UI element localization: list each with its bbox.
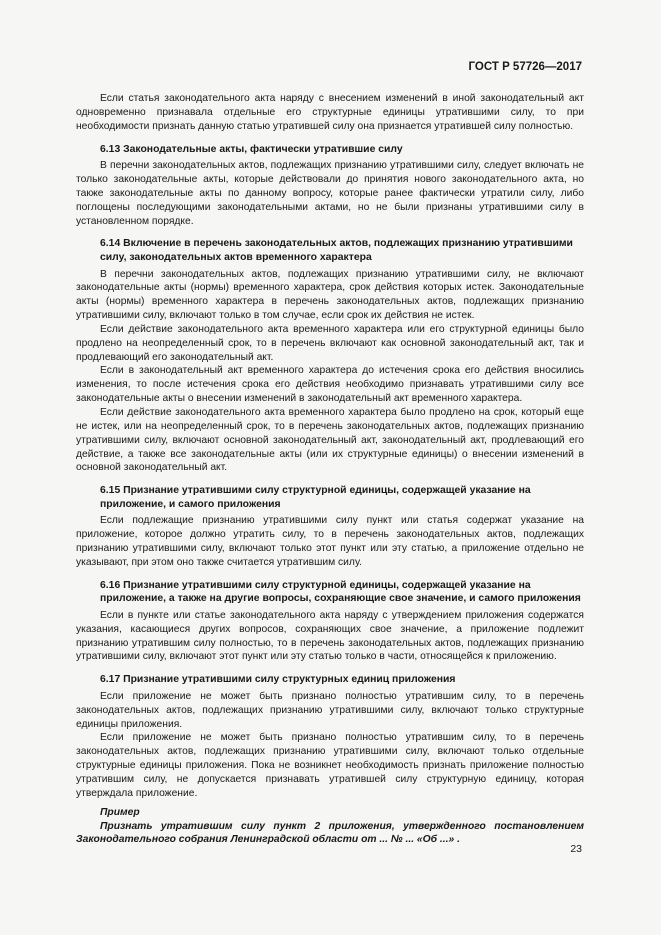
- section-6-14-paragraph: Если в законодательный акт временного характера до истечения срока его действия вносились изменения, то после истечения срока его действия необходимо признавать утратившими силу все законодательные акты о внесении изменений в законодательный акт временного характера.: [76, 365, 584, 405]
- example-text: Признать утратившим силу пункт 2 приложения, утвержденного постановлением Законодательного собрания Ленинградской области от ... № ... «Об ...» .: [76, 820, 584, 846]
- section-heading-6-15: 6.15 Признание утратившими силу структурной единицы, содержащей указание на приложение, и самого приложения: [100, 485, 531, 510]
- intro-paragraph: Если статья законодательного акта наряду с внесением изменений в иной законодательный акт одновременно признавала отдельные его структурные единицы утратившими силу, то при необходимости признать данную статью утратившей силу она признается утратившей силу полностью.: [76, 93, 584, 132]
- page-number: 23: [570, 843, 582, 855]
- section-heading-6-16: 6.16 Признание утратившими силу структурной единицы, содержащей указание на приложение, а также на другие вопросы, сохраняющие свое значение, и самого приложения: [100, 579, 581, 605]
- section-6-17-paragraph: Если приложение не может быть признано полностью утратившим силу, то в перечень законодательных актов, подлежащих признанию утратившими силу, включают только структурные единицы приложения.: [76, 690, 584, 730]
- section-6-14-paragraph: Если действие законодательного акта временного характера или его структурной единицы было продлено на неопределенный срок, то в перечень включают как основной законодательный акт, так и продлевающий его законодательный акт.: [76, 323, 584, 363]
- section-heading-6-14: 6.14 Включение в перечень законодательных актов, подлежащих признанию утратившими силу, законодательных актов временного характера: [100, 238, 573, 263]
- page-content: [76, 92, 584, 847]
- section-6-17-paragraph: Если приложение не может быть признано полностью утратившим силу, то в перечень законодательных актов, подлежащих признанию утратившими силу, включают только отдельные структурные единицы приложения. Пока не возникнет необходимость признать приложение полностью утратившим силу, не допускается признавать утратившей силу структурную единицу, которая утверждала приложение.: [76, 732, 584, 799]
- section-6-14-paragraph: Если действие законодательного акта временного характера было продлено на срок, который еще не истек, или на неопределенный срок, то в перечень законодательных актов, подлежащих признанию утратившими силу, включают основной законодательный акт, законодательный акт, продлевающий его действие, а также все законодательные акты (или их структурные единицы) о внесении изменений в основной законодательный акт.: [76, 406, 584, 474]
- section-6-16-paragraph: Если в пункте или статье законодательного акта наряду с утверждением приложения содержатся указания, касающиеся других вопросов, сохраняющих свое значение, а приложение подлежит признанию утратившим силу полностью, то в перечень законодательных актов, подлежащих признанию утратившими силу, включают этот пункт или эту статью только в части, относящейся к приложению.: [76, 609, 584, 663]
- section-6-15-paragraph: Если подлежащие признанию утратившими силу пункт или статья содержат указание на приложение, которое должно утратить силу, то в перечень законодательных актов, подлежащих признанию утратившими силу, включают только этот пункт или эту статью, а приложение отдельно не указывают, при этом оно также считается утратившим силу.: [76, 515, 584, 568]
- section-6-13-paragraph: В перечни законодательных актов, подлежащих признанию утратившими силу, следует включать не только законодательные акты, которые действовали до принятия нового законодательного акта, но также законодательные акты по данному вопросу, которые ранее фактически утратили силу, либо поглощены последующими законодательными актами, но не были признаны утратившими силу в установленном порядке.: [76, 160, 584, 227]
- example-label: Пример: [100, 806, 140, 818]
- standard-header: ГОСТ Р 57726—2017: [468, 61, 582, 73]
- section-6-14-paragraph: В перечни законодательных актов, подлежащих признанию утратившими силу, не включают законодательные акты (нормы) временного характера, срок действия которых истек. Законодательные акты (нормы) временного характера в перечень законодательных актов, подлежащих признанию утратившими силу, включают только в том случае, если срок их действия не истек.: [76, 268, 584, 322]
- section-heading-6-17: 6.17 Признание утратившими силу структурных единиц приложения: [100, 674, 456, 686]
- section-heading-6-13: 6.13 Законодательные акты, фактически утратившие силу: [100, 143, 403, 155]
